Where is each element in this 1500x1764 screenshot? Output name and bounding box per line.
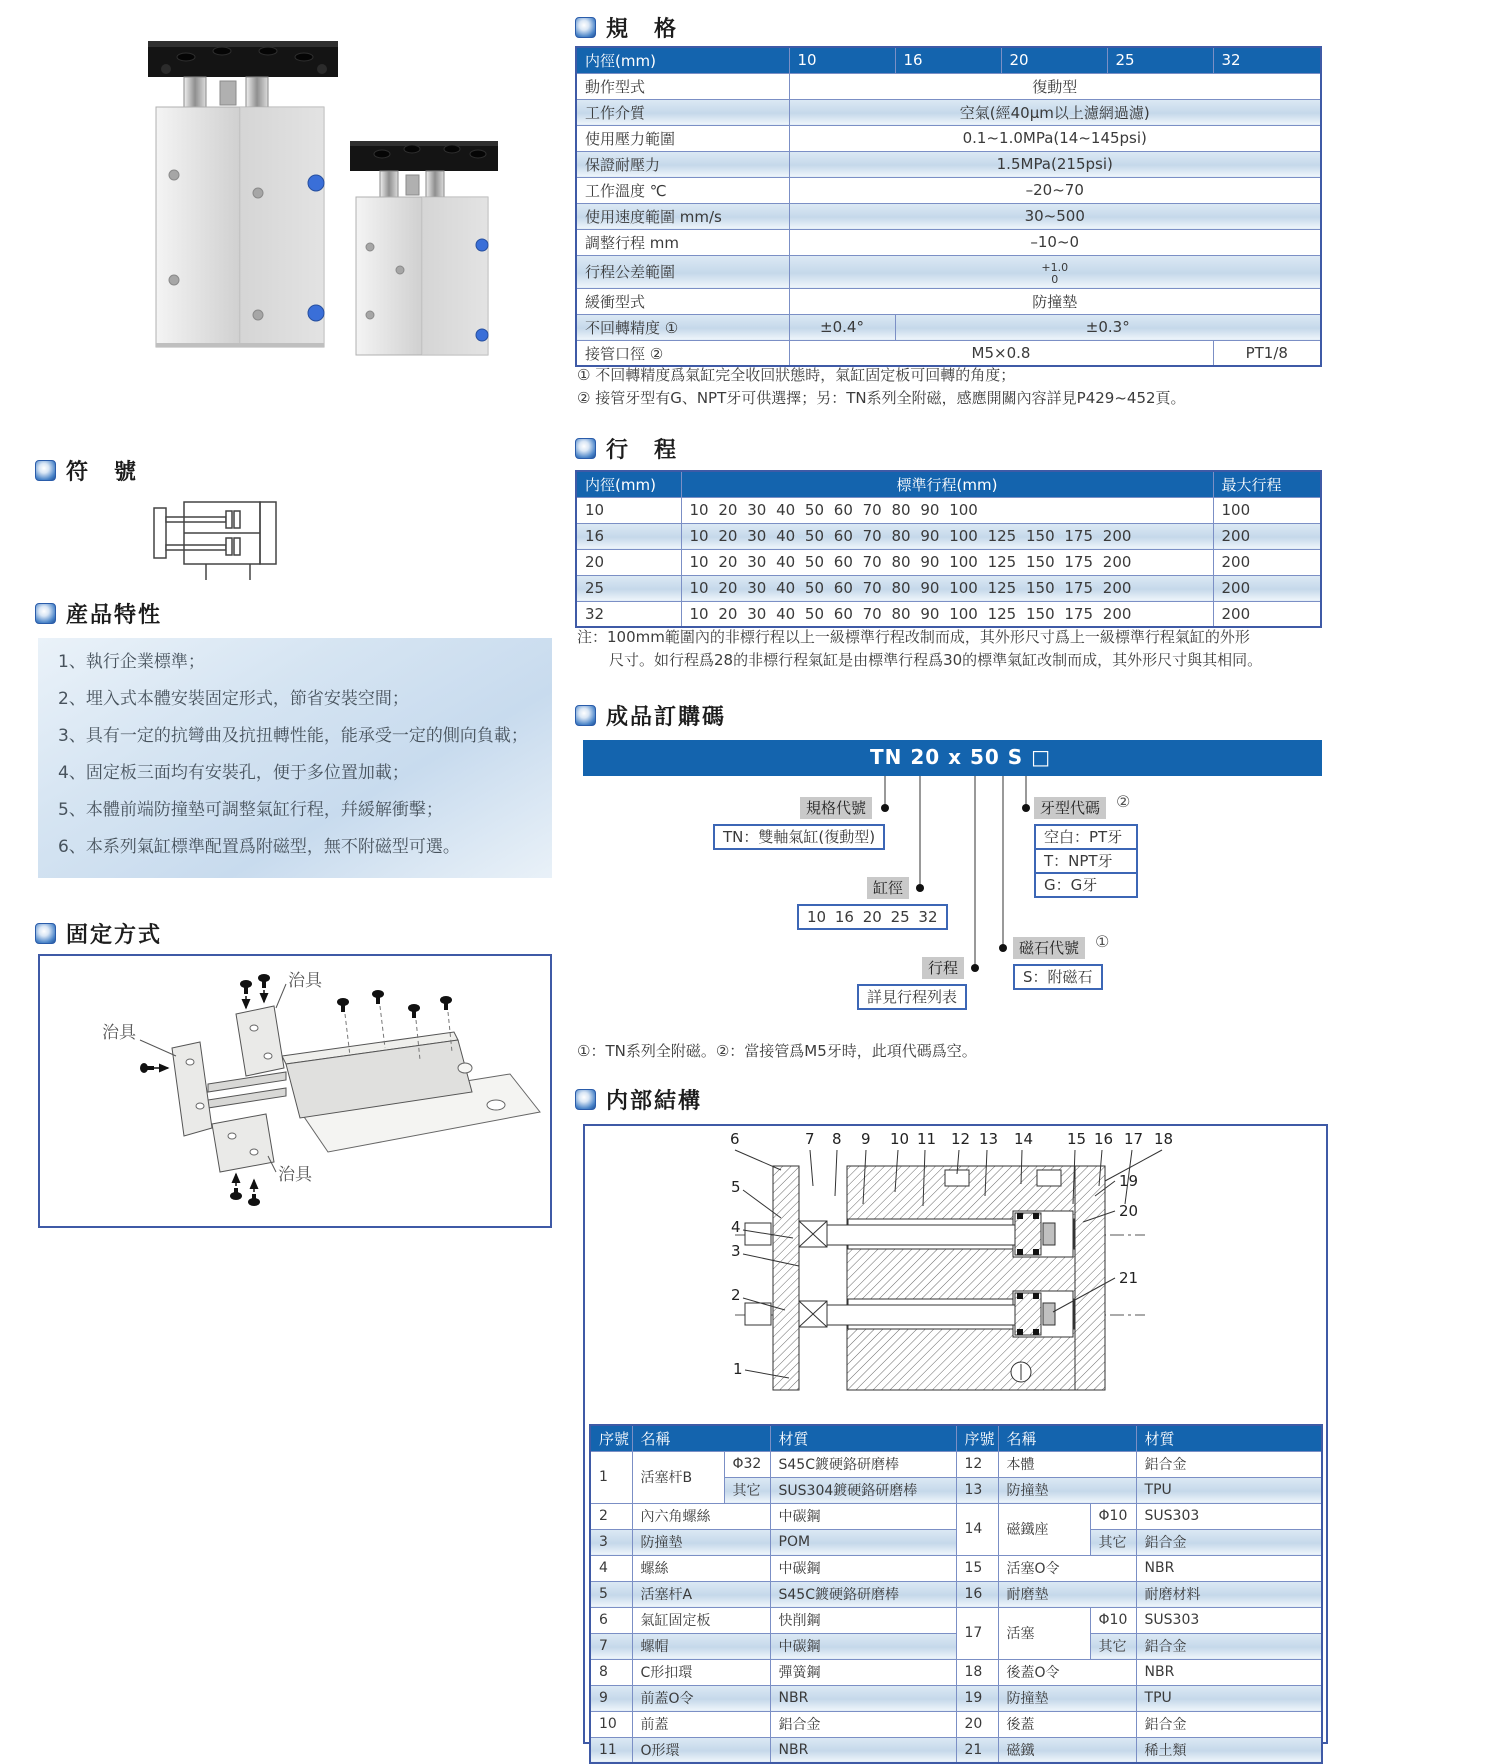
cell: 內六角螺絲 bbox=[632, 1503, 770, 1529]
cell: 最大行程 bbox=[1213, 471, 1321, 497]
cell: 10 20 30 40 50 60 70 80 90 100 125 150 175 200 bbox=[681, 575, 1213, 601]
cell: M5×0.8 bbox=[789, 340, 1213, 366]
cell: SUS303 bbox=[1136, 1607, 1322, 1633]
product-photo bbox=[100, 15, 500, 360]
right-column bbox=[575, 0, 1335, 1761]
section-bullet-icon bbox=[35, 460, 56, 481]
ordering-section-title bbox=[575, 700, 726, 731]
callout-number: 12 bbox=[951, 1130, 971, 1148]
jig-label: 治具 bbox=[288, 971, 322, 991]
features-box bbox=[38, 638, 552, 878]
table-row bbox=[576, 229, 1321, 255]
callout-number: 17 bbox=[1124, 1130, 1144, 1148]
cell: 20 bbox=[576, 549, 681, 575]
cell: 21 bbox=[956, 1737, 998, 1763]
cell: 10 20 30 40 50 60 70 80 90 100 125 150 175 200 bbox=[681, 549, 1213, 575]
cell: 18 bbox=[956, 1659, 998, 1685]
cell: 10 bbox=[576, 497, 681, 523]
cell: 25 bbox=[1107, 47, 1213, 73]
cell: Φ10 bbox=[1090, 1503, 1136, 1529]
cell: 16 bbox=[576, 523, 681, 549]
features-section-title bbox=[35, 598, 162, 629]
cell: 標準行程(mm) bbox=[681, 471, 1213, 497]
callout-number: 9 bbox=[861, 1130, 871, 1148]
stroke-box: 詳見行程列表 bbox=[857, 984, 967, 1010]
feature-item: 3、具有一定的抗彎曲及抗扭轉性能，能承受一定的側向負載； bbox=[58, 726, 528, 746]
spec-code-chip: 規格代號 bbox=[800, 797, 872, 819]
cell: 0.1~1.0MPa(14~145psi) bbox=[789, 125, 1321, 151]
section-title-text: 産品特性 bbox=[66, 603, 163, 628]
cell: 内徑(mm) bbox=[576, 47, 789, 73]
order-code-text: TN 20 x 50 S □ bbox=[870, 745, 1052, 769]
cell: 耐磨材料 bbox=[1136, 1581, 1322, 1607]
table-row bbox=[576, 177, 1321, 203]
section-bullet-icon bbox=[35, 923, 56, 944]
cell: 16 bbox=[956, 1581, 998, 1607]
callout-number: 6 bbox=[730, 1130, 740, 1148]
callout-number: 20 bbox=[1119, 1202, 1139, 1220]
cell: ±0.4° bbox=[789, 314, 895, 340]
cell: Φ32 bbox=[724, 1451, 770, 1477]
cell: TPU bbox=[1136, 1477, 1322, 1503]
cell: 復動型 bbox=[789, 73, 1321, 99]
air-port-blue bbox=[476, 329, 488, 341]
section-bullet-icon bbox=[575, 705, 596, 726]
spec-section-title bbox=[575, 12, 678, 43]
cell: 材質 bbox=[1136, 1425, 1322, 1451]
cell: 中碳鋼 bbox=[770, 1633, 956, 1659]
bore-box: 10 16 20 25 32 bbox=[797, 904, 948, 930]
cell: NBR bbox=[770, 1737, 956, 1763]
cell: 5 bbox=[590, 1581, 632, 1607]
cell: 彈簧鋼 bbox=[770, 1659, 956, 1685]
cell: 其它 bbox=[724, 1477, 770, 1503]
cell: 4 bbox=[590, 1555, 632, 1581]
cell: 15 bbox=[956, 1555, 998, 1581]
cell: 1.5MPa(215psi) bbox=[789, 151, 1321, 177]
cell: 螺絲 bbox=[632, 1555, 770, 1581]
cell: 後蓋 bbox=[998, 1711, 1136, 1737]
table-row bbox=[590, 1503, 1322, 1529]
cell: POM bbox=[770, 1529, 956, 1555]
cell: 序號 bbox=[956, 1425, 998, 1451]
callout-number: 4 bbox=[731, 1218, 741, 1236]
cell: SUS304鍍硬鉻研磨棒 bbox=[770, 1477, 956, 1503]
table-row bbox=[576, 523, 1321, 549]
cell: 磁鐵座 bbox=[998, 1503, 1090, 1555]
thread-option: 空白：PT牙 bbox=[1034, 824, 1138, 850]
spec-note-2: ② 接管牙型有G、NPT牙可供選擇；另：TN系列全附磁，感應開關內容詳見P429~452頁。 bbox=[577, 388, 1186, 407]
cell: 活塞O令 bbox=[998, 1555, 1136, 1581]
table-row bbox=[576, 73, 1321, 99]
callout-number: 21 bbox=[1119, 1269, 1139, 1287]
pneumatic-symbol-diagram bbox=[150, 492, 310, 584]
cell: S45C鍍硬鉻研磨棒 bbox=[770, 1451, 956, 1477]
section-title-text: 成品訂購碼 bbox=[606, 705, 727, 730]
cell: 10 20 30 40 50 60 70 80 90 100 125 150 175 200 bbox=[681, 601, 1213, 627]
table-row bbox=[590, 1581, 1322, 1607]
cell: 前蓋 bbox=[632, 1711, 770, 1737]
cell: 接管口徑 ② bbox=[576, 340, 789, 366]
cell: 13 bbox=[956, 1477, 998, 1503]
cell: –10~0 bbox=[789, 229, 1321, 255]
cell bbox=[789, 255, 1321, 288]
cell: 17 bbox=[956, 1607, 998, 1659]
cell: 1 bbox=[590, 1451, 632, 1503]
structure-section-title bbox=[575, 1084, 702, 1115]
callout-number: 14 bbox=[1014, 1130, 1034, 1148]
cell: O形環 bbox=[632, 1737, 770, 1763]
callout-number: 15 bbox=[1067, 1130, 1087, 1148]
cell: 32 bbox=[1213, 47, 1321, 73]
cell: 7 bbox=[590, 1633, 632, 1659]
magnet-mark: ① bbox=[1095, 932, 1110, 951]
cell: SUS303 bbox=[1136, 1503, 1322, 1529]
structure-diagram bbox=[585, 1126, 1326, 1418]
spec-table bbox=[575, 46, 1322, 367]
callout-number: 2 bbox=[731, 1286, 741, 1304]
cell: 工作溫度 ℃ bbox=[576, 177, 789, 203]
section-bullet-icon bbox=[575, 17, 596, 38]
cell: 200 bbox=[1213, 549, 1321, 575]
cell: 螺帽 bbox=[632, 1633, 770, 1659]
cell: 20 bbox=[1001, 47, 1107, 73]
cell: 磁鐵 bbox=[998, 1737, 1136, 1763]
cell: 緩衝型式 bbox=[576, 288, 789, 314]
table-header-row bbox=[576, 471, 1321, 497]
stroke-chip: 行程 bbox=[922, 957, 964, 979]
cell: 空氣(經40μm以上濾網過濾) bbox=[789, 99, 1321, 125]
mounting-box bbox=[38, 954, 552, 1228]
mounting-section-title bbox=[35, 918, 162, 949]
cell: 6 bbox=[590, 1607, 632, 1633]
stroke-note: 注：100mm範圍內的非標行程以上一級標準行程改制而成，其外形尺寸爲上一級標準行程氣缸的外形 尺寸。如行程爲28的非標行程氣缸是由標準行程爲30的標準氣缸改制而成，其外形尺寸與其相同。 bbox=[577, 628, 1263, 669]
section-title-text: 固定方式 bbox=[66, 923, 163, 948]
thread-option: T：NPT牙 bbox=[1034, 848, 1138, 874]
cell: 19 bbox=[956, 1685, 998, 1711]
callout-number: 11 bbox=[917, 1130, 937, 1148]
table-header-row bbox=[576, 47, 1321, 73]
cell: 使用壓力範圍 bbox=[576, 125, 789, 151]
magnet-chip: 磁石代號 bbox=[1013, 937, 1085, 959]
cell: 行程公差範圍 bbox=[576, 255, 789, 288]
table-row bbox=[576, 601, 1321, 627]
cell: 10 bbox=[789, 47, 895, 73]
cell: Φ10 bbox=[1090, 1607, 1136, 1633]
stroke-section-title bbox=[575, 433, 678, 464]
cell: 防撞墊 bbox=[998, 1685, 1136, 1711]
cell: 防撞墊 bbox=[789, 288, 1321, 314]
spec-note-1: ① 不回轉精度爲氣缸完全收回狀態時，氣缸固定板可回轉的角度； bbox=[577, 366, 1016, 384]
table-row bbox=[576, 203, 1321, 229]
cell: 10 20 30 40 50 60 70 80 90 100 125 150 175 200 bbox=[681, 523, 1213, 549]
cell: 鋁合金 bbox=[1136, 1529, 1322, 1555]
mounting-diagram bbox=[40, 956, 550, 1226]
cell: 中碳鋼 bbox=[770, 1555, 956, 1581]
callout-number: 7 bbox=[805, 1130, 815, 1148]
cell: –20~70 bbox=[789, 177, 1321, 203]
left-column bbox=[30, 0, 560, 1761]
cell: 快削鋼 bbox=[770, 1607, 956, 1633]
callout-number: 8 bbox=[832, 1130, 842, 1148]
cell: 保證耐壓力 bbox=[576, 151, 789, 177]
callout-number: 13 bbox=[979, 1130, 999, 1148]
table-row bbox=[576, 99, 1321, 125]
cell: 200 bbox=[1213, 523, 1321, 549]
bore-chip: 缸徑 bbox=[867, 877, 909, 899]
feature-item: 1、執行企業標準； bbox=[58, 652, 205, 672]
cell: 内徑(mm) bbox=[576, 471, 681, 497]
cell: 前蓋O令 bbox=[632, 1685, 770, 1711]
cell: 其它 bbox=[1090, 1633, 1136, 1659]
table-row bbox=[576, 151, 1321, 177]
air-port-blue bbox=[308, 175, 324, 191]
cell: 20 bbox=[956, 1711, 998, 1737]
cell: 3 bbox=[590, 1529, 632, 1555]
cell: 32 bbox=[576, 601, 681, 627]
cell: 鋁合金 bbox=[1136, 1451, 1322, 1477]
stroke-table bbox=[575, 470, 1322, 628]
cell: NBR bbox=[1136, 1659, 1322, 1685]
callout-number: 16 bbox=[1094, 1130, 1114, 1148]
section-bullet-icon bbox=[575, 1089, 596, 1110]
cell: PT1/8 bbox=[1213, 340, 1321, 366]
feature-item: 2、埋入式本體安裝固定形式，節省安裝空間； bbox=[58, 689, 409, 709]
thread-option: G：G牙 bbox=[1034, 872, 1138, 898]
section-title-text: 内部結構 bbox=[606, 1089, 703, 1114]
cell: 防撞墊 bbox=[632, 1529, 770, 1555]
air-port-blue bbox=[308, 305, 324, 321]
table-row bbox=[590, 1451, 1322, 1477]
cell: 使用速度範圍 mm/s bbox=[576, 203, 789, 229]
feature-item: 5、本體前端防撞墊可調整氣缸行程，幷緩解衝擊； bbox=[58, 800, 443, 820]
table-row bbox=[590, 1711, 1322, 1737]
symbol-section-title bbox=[35, 455, 138, 486]
cell: 2 bbox=[590, 1503, 632, 1529]
table-header-row bbox=[590, 1425, 1322, 1451]
cell: 活塞杆A bbox=[632, 1581, 770, 1607]
cell: 稀土類 bbox=[1136, 1737, 1322, 1763]
thread-mark: ② bbox=[1116, 792, 1131, 811]
cell: TPU bbox=[1136, 1685, 1322, 1711]
structure-box bbox=[583, 1124, 1328, 1759]
cell: 本體 bbox=[998, 1451, 1136, 1477]
ordering-diagram bbox=[575, 740, 1330, 1030]
cell: 鋁合金 bbox=[1136, 1633, 1322, 1659]
cell: 其它 bbox=[1090, 1529, 1136, 1555]
section-bullet-icon bbox=[575, 438, 596, 459]
section-title-text: 規 格 bbox=[606, 17, 679, 42]
jig-label: 治具 bbox=[102, 1023, 136, 1043]
callout-number: 18 bbox=[1154, 1130, 1174, 1148]
table-row bbox=[576, 314, 1321, 340]
cell: 鋁合金 bbox=[1136, 1711, 1322, 1737]
cell: S45C鍍硬鉻研磨棒 bbox=[770, 1581, 956, 1607]
thread-chip: 牙型代碼 bbox=[1034, 797, 1106, 819]
jig-label: 治具 bbox=[278, 1165, 312, 1185]
cell: 25 bbox=[576, 575, 681, 601]
section-bullet-icon bbox=[35, 603, 56, 624]
cell: 材質 bbox=[770, 1425, 956, 1451]
cell: 200 bbox=[1213, 575, 1321, 601]
small-cylinder bbox=[350, 141, 498, 355]
cell: 10 20 30 40 50 60 70 80 90 100 bbox=[681, 497, 1213, 523]
cell: 9 bbox=[590, 1685, 632, 1711]
cell: 活塞 bbox=[998, 1607, 1090, 1659]
parts-table bbox=[589, 1424, 1323, 1764]
ordering-note: ①：TN系列全附磁。②：當接管爲M5牙時，此項代碼爲空。 bbox=[577, 1042, 977, 1060]
large-cylinder bbox=[148, 41, 338, 347]
callout-number: 3 bbox=[731, 1242, 741, 1260]
cell: 100 bbox=[1213, 497, 1321, 523]
section-title-text: 符 號 bbox=[66, 460, 139, 485]
cell: 鋁合金 bbox=[770, 1711, 956, 1737]
cell: 工作介質 bbox=[576, 99, 789, 125]
table-row bbox=[590, 1607, 1322, 1633]
cell: 序號 bbox=[590, 1425, 632, 1451]
cell: 防撞墊 bbox=[998, 1477, 1136, 1503]
cell: 30~500 bbox=[789, 203, 1321, 229]
cell: NBR bbox=[770, 1685, 956, 1711]
magnet-box: S：附磁石 bbox=[1013, 964, 1103, 990]
cell: 中碳鋼 bbox=[770, 1503, 956, 1529]
callout-number: 1 bbox=[733, 1360, 743, 1378]
cell: 16 bbox=[895, 47, 1001, 73]
feature-item: 4、固定板三面均有安裝孔，便于多位置加載； bbox=[58, 763, 409, 783]
cell: 12 bbox=[956, 1451, 998, 1477]
cell: 10 bbox=[590, 1711, 632, 1737]
cell: 耐磨墊 bbox=[998, 1581, 1136, 1607]
cell: 氣缸固定板 bbox=[632, 1607, 770, 1633]
cell: 名稱 bbox=[632, 1425, 770, 1451]
cell: 200 bbox=[1213, 601, 1321, 627]
table-row bbox=[576, 497, 1321, 523]
cell: NBR bbox=[1136, 1555, 1322, 1581]
table-row bbox=[576, 255, 1321, 288]
air-port-blue bbox=[476, 239, 488, 251]
cell: 名稱 bbox=[998, 1425, 1136, 1451]
section-title-text: 行 程 bbox=[606, 438, 679, 463]
cell: 8 bbox=[590, 1659, 632, 1685]
spec-code-box: TN：雙軸氣缸(復動型) bbox=[713, 824, 885, 850]
cell: 動作型式 bbox=[576, 73, 789, 99]
table-row bbox=[590, 1685, 1322, 1711]
tolerance-stack: +1.0 0 bbox=[1041, 260, 1069, 287]
cell: 調整行程 mm bbox=[576, 229, 789, 255]
feature-item: 6、本系列氣缸標準配置爲附磁型，無不附磁型可選。 bbox=[58, 837, 460, 857]
table-row bbox=[576, 549, 1321, 575]
cell: 11 bbox=[590, 1737, 632, 1763]
cell: 後蓋O令 bbox=[998, 1659, 1136, 1685]
callout-number: 5 bbox=[731, 1178, 741, 1196]
cell: ±0.3° bbox=[895, 314, 1321, 340]
table-row bbox=[576, 288, 1321, 314]
cell: 不回轉精度 ① bbox=[576, 314, 789, 340]
table-row bbox=[576, 340, 1321, 366]
cell: 14 bbox=[956, 1503, 998, 1555]
table-row bbox=[590, 1737, 1322, 1763]
table-row bbox=[590, 1555, 1322, 1581]
spec-notes bbox=[577, 364, 1333, 409]
cell: C形扣環 bbox=[632, 1659, 770, 1685]
table-row bbox=[576, 125, 1321, 151]
table-row bbox=[576, 575, 1321, 601]
callout-number: 10 bbox=[890, 1130, 910, 1148]
table-row bbox=[590, 1659, 1322, 1685]
cell: 活塞杆B bbox=[632, 1451, 724, 1503]
callout-number: 19 bbox=[1119, 1172, 1139, 1190]
